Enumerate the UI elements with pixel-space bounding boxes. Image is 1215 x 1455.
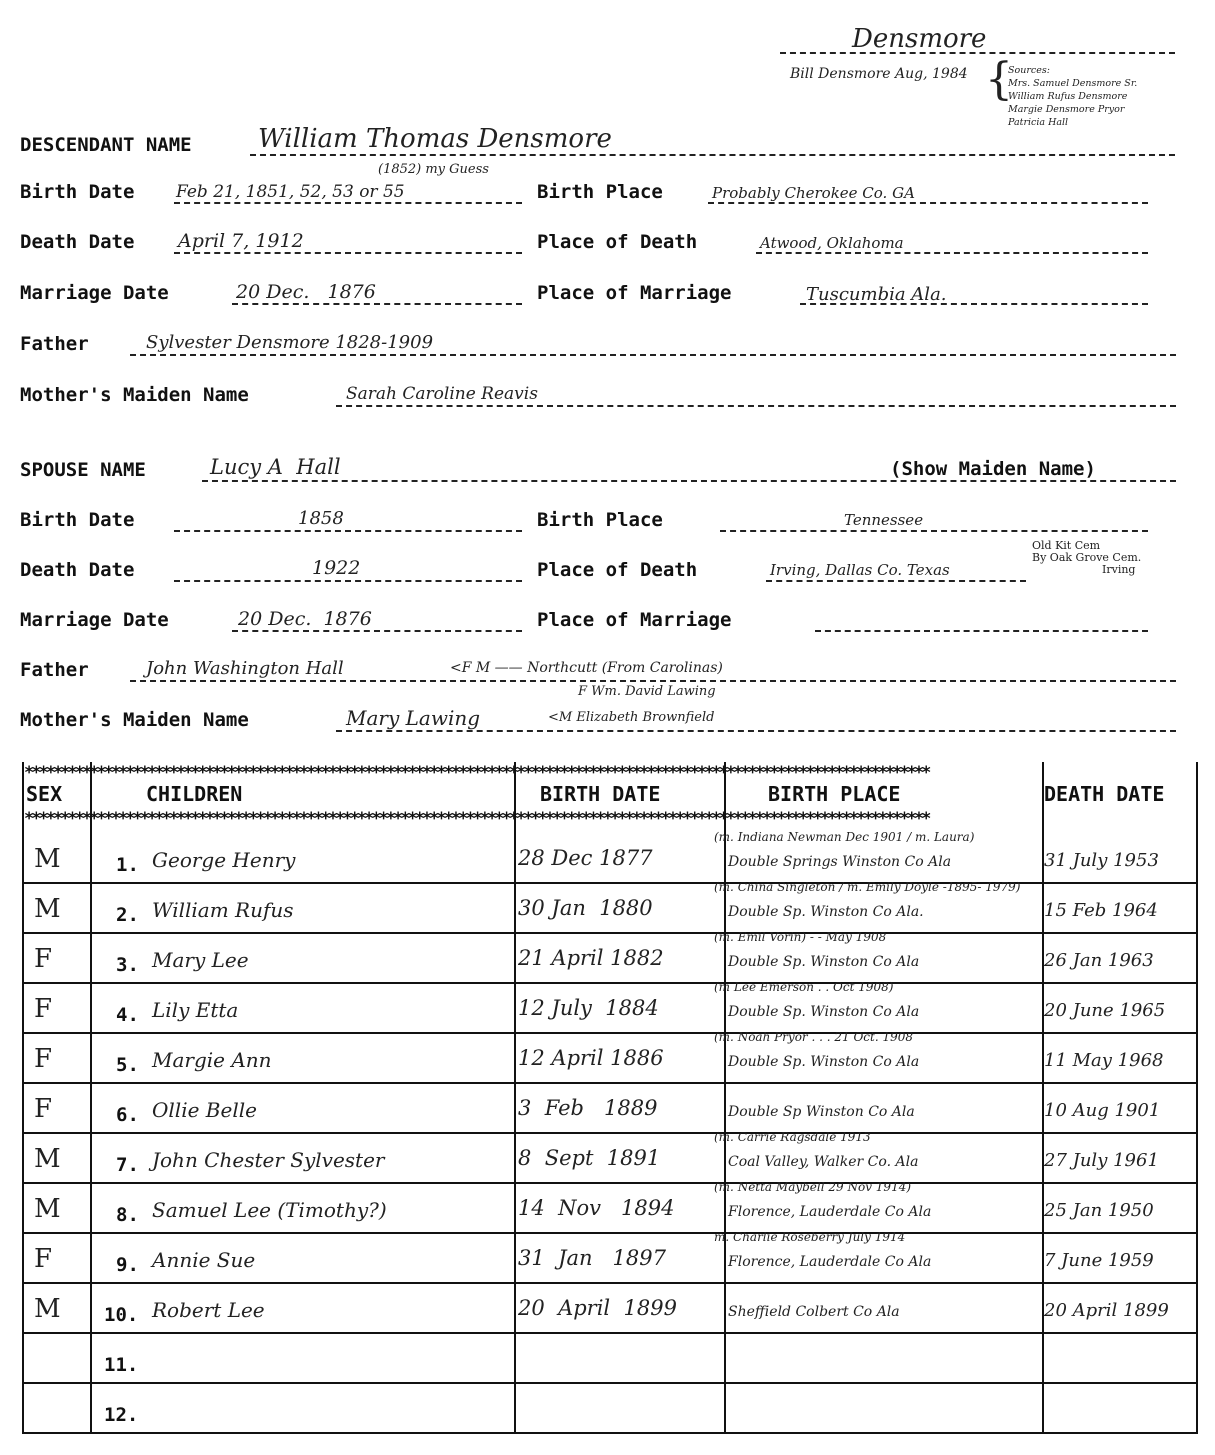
child-marriage-note: (m. China Singleton / m. Emily Doyle -1895- 1979) (714, 880, 1021, 894)
spouse-mother-parents-f: F Wm. David Lawing (578, 684, 716, 699)
table-row (24, 882, 1196, 932)
note-line: Old Kit Cem (1032, 539, 1101, 552)
child-sex: M (34, 1194, 61, 1224)
spouse-father-line (130, 680, 1176, 682)
descendant-death-place-label: Place of Death (537, 231, 698, 253)
spouse-death-date-label: Death Date (20, 559, 135, 581)
table-row (24, 1332, 1196, 1382)
descendant-death-place-line (756, 252, 1148, 254)
descendant-birth-date: Feb 21, 1851, 52, 53 or 55 (176, 182, 405, 202)
descendant-marriage-place: Tuscumbia Ala. (806, 284, 947, 305)
spouse-death-date-line (174, 580, 522, 582)
child-death-date: 10 Aug 1901 (1044, 1100, 1161, 1121)
child-name: Robert Lee (152, 1298, 265, 1322)
child-sex: M (34, 1294, 61, 1324)
spouse-father: John Washington Hall (146, 658, 344, 679)
child-number: 8. (116, 1204, 139, 1226)
spouse-birth-date: 1858 (298, 508, 344, 529)
child-sex: F (34, 994, 53, 1024)
descendant-marriage-date-line (232, 303, 522, 305)
table-row (24, 1382, 1196, 1432)
spouse-name-label: SPOUSE NAME (20, 459, 146, 481)
compiler-note: Bill Densmore Aug, 1984 (790, 66, 968, 82)
sources-item: Sources: (1008, 65, 1050, 76)
child-name: Samuel Lee (Timothy?) (152, 1198, 387, 1222)
surname-line (780, 52, 1175, 54)
spouse-marriage-place-line (815, 630, 1148, 632)
star-row-top: ***************************************************************************************************************************** (24, 763, 929, 783)
child-birth-date: 28 Dec 1877 (518, 846, 653, 870)
spouse-death-place-label: Place of Death (537, 559, 698, 581)
child-marriage-note: (m. Noah Pryor . . . 21 Oct. 1908 (714, 1030, 913, 1044)
descendant-birth-place-line (708, 202, 1148, 204)
descendant-death-place: Atwood, Oklahoma (760, 234, 904, 252)
child-name: Ollie Belle (152, 1098, 257, 1122)
table-row (24, 932, 1196, 982)
note-line: Irving (1102, 563, 1136, 576)
child-number: 1. (116, 854, 139, 876)
table-row (24, 832, 1196, 882)
child-name: William Rufus (152, 898, 294, 922)
spouse-marriage-place-label: Place of Marriage (537, 609, 732, 631)
spouse-mother-line (336, 730, 1176, 732)
child-death-date: 26 Jan 1963 (1044, 950, 1154, 971)
child-birth-date: 8 Sept 1891 (518, 1146, 661, 1170)
child-birth-place: Coal Valley, Walker Co. Ala (728, 1154, 919, 1170)
child-sex: F (34, 1044, 53, 1074)
child-death-date: 15 Feb 1964 (1044, 900, 1158, 921)
child-number: 3. (116, 954, 139, 976)
table-row (24, 1132, 1196, 1182)
child-birth-date: 14 Nov 1894 (518, 1196, 675, 1220)
spouse-mother-parents-m: <M Elizabeth Brownfield (548, 710, 715, 725)
descendant-birth-place: Probably Cherokee Co. GA (712, 184, 915, 202)
descendant-marriage-date-label: Marriage Date (20, 282, 169, 304)
child-number: 7. (116, 1154, 139, 1176)
descendant-father-label: Father (20, 333, 89, 355)
descendant-father-line (130, 354, 1176, 356)
child-marriage-note: (m Lee Emerson . . Oct 1908) (714, 980, 894, 994)
spouse-death-place: Irving, Dallas Co. Texas (770, 561, 950, 579)
child-number: 11. (104, 1354, 139, 1376)
child-sex: M (34, 844, 61, 874)
child-number: 2. (116, 904, 139, 926)
header-death-date: DEATH DATE (1044, 782, 1165, 806)
descendant-death-date-line (174, 252, 522, 254)
child-number: 5. (116, 1054, 139, 1076)
sources-item: Mrs. Samuel Densmore Sr. (1008, 78, 1138, 89)
child-marriage-note: m. Charlie Roseberry July 1914 (714, 1230, 906, 1244)
child-birth-place: Double Sp. Winston Co Ala (728, 1004, 920, 1020)
child-marriage-note: (m. Carrie Ragsdale 1913 (714, 1130, 871, 1144)
table-row (24, 1232, 1196, 1282)
child-birth-date: 21 April 1882 (518, 946, 664, 970)
child-birth-place: Double Sp. Winston Co Ala (728, 954, 920, 970)
header-sex: SEX (26, 782, 63, 806)
descendant-name-line (250, 154, 1175, 156)
child-birth-place: Florence, Lauderdale Co Ala (728, 1254, 932, 1270)
spouse-birth-date-label: Birth Date (20, 509, 135, 531)
spouse-death-place-note (1032, 540, 1141, 576)
spouse-birth-place: Tennessee (844, 511, 924, 529)
spouse-father-label: Father (20, 659, 89, 681)
table-row (24, 1182, 1196, 1232)
table-row (24, 1282, 1196, 1332)
sources-item: Margie Densmore Pryor (1008, 104, 1125, 115)
descendant-name: William Thomas Densmore (258, 124, 612, 154)
sources-list (1008, 64, 1137, 129)
table-row (24, 1032, 1196, 1082)
child-marriage-note: (m. Emil Vorin) - - May 1908 (714, 930, 887, 944)
sources-brace: { (985, 54, 1013, 105)
descendant-death-date: April 7, 1912 (178, 230, 304, 252)
child-birth-date: 12 April 1886 (518, 1046, 664, 1070)
child-death-date: 27 July 1961 (1044, 1150, 1159, 1171)
child-birth-date: 20 April 1899 (518, 1296, 677, 1320)
descendant-marriage-date: 20 Dec. 1876 (236, 281, 376, 303)
note-line: By Oak Grove Cem. (1032, 551, 1142, 564)
descendant-birth-date-note: (1852) my Guess (378, 162, 489, 177)
child-sex: M (34, 894, 61, 924)
table-row (24, 982, 1196, 1032)
child-name: Annie Sue (152, 1248, 256, 1272)
descendant-mother: Sarah Caroline Reavis (346, 384, 538, 404)
descendant-birth-place-label: Birth Place (537, 181, 663, 203)
child-marriage-note: (m. Indiana Newman Dec 1901 / m. Laura) (714, 830, 975, 844)
descendant-father: Sylvester Densmore 1828-1909 (146, 332, 434, 353)
child-birth-place: Double Springs Winston Co Ala (728, 854, 952, 870)
child-birth-date: 12 July 1884 (518, 996, 659, 1020)
child-birth-place: Double Sp. Winston Co Ala. (728, 904, 924, 920)
child-marriage-note: (m. Netta Maybell 29 Nov 1914) (714, 1180, 912, 1194)
family-surname: Densmore (852, 24, 987, 54)
spouse-name: Lucy A Hall (210, 455, 341, 479)
descendant-name-label: DESCENDANT NAME (20, 134, 192, 156)
spouse-birth-date-line (174, 530, 522, 532)
descendant-marriage-place-label: Place of Marriage (537, 282, 732, 304)
child-name: Lily Etta (152, 998, 239, 1022)
child-sex: M (34, 1144, 61, 1174)
descendant-mother-label: Mother's Maiden Name (20, 384, 249, 406)
spouse-marriage-date-line (232, 630, 522, 632)
child-death-date: 11 May 1968 (1044, 1050, 1164, 1071)
child-name: Margie Ann (152, 1048, 272, 1072)
child-name: George Henry (152, 848, 296, 872)
spouse-marriage-date-label: Marriage Date (20, 609, 169, 631)
header-birth-date: BIRTH DATE (540, 782, 661, 806)
child-death-date: 20 June 1965 (1044, 1000, 1166, 1021)
child-death-date: 20 April 1899 (1044, 1300, 1169, 1321)
sources-item: Patricia Hall (1008, 117, 1069, 128)
child-name: John Chester Sylvester (152, 1148, 385, 1172)
spouse-death-date: 1922 (312, 557, 361, 579)
child-birth-date: 3 Feb 1889 (518, 1096, 658, 1120)
spouse-marriage-date: 20 Dec. 1876 (238, 608, 372, 630)
descendant-mother-line (336, 405, 1176, 407)
table-row (24, 1082, 1196, 1132)
descendant-death-date-label: Death Date (20, 231, 135, 253)
header-birth-place: BIRTH PLACE (768, 782, 901, 806)
child-birth-date: 30 Jan 1880 (518, 896, 653, 920)
star-row-header: ***************************************************************************************************************************** (24, 809, 929, 829)
child-birth-place: Double Sp. Winston Co Ala (728, 1054, 920, 1070)
spouse-father-parents: <F M —— Northcutt (From Carolinas) (450, 660, 723, 676)
child-number: 10. (104, 1304, 139, 1326)
child-birth-place: Double Sp Winston Co Ala (728, 1104, 915, 1120)
descendant-birth-date-line (174, 202, 522, 204)
child-birth-place: Florence, Lauderdale Co Ala (728, 1204, 932, 1220)
children-table (22, 762, 1198, 1434)
child-number: 4. (116, 1004, 139, 1026)
spouse-death-place-line (766, 580, 1026, 582)
maiden-name-hint: (Show Maiden Name) (890, 458, 1096, 480)
child-death-date: 31 July 1953 (1044, 850, 1159, 871)
spouse-birth-place-line (720, 530, 1148, 532)
child-number: 6. (116, 1104, 139, 1126)
child-number: 9. (116, 1254, 139, 1276)
child-birth-date: 31 Jan 1897 (518, 1246, 667, 1270)
child-sex: F (34, 944, 53, 974)
child-sex: F (34, 1244, 53, 1274)
spouse-mother-label: Mother's Maiden Name (20, 709, 249, 731)
child-number: 12. (104, 1404, 139, 1426)
child-name: Mary Lee (152, 948, 249, 972)
child-death-date: 7 June 1959 (1044, 1250, 1154, 1271)
descendant-birth-date-label: Birth Date (20, 181, 135, 203)
child-death-date: 25 Jan 1950 (1044, 1200, 1154, 1221)
child-sex: F (34, 1094, 53, 1124)
header-children: CHILDREN (146, 782, 243, 806)
spouse-birth-place-label: Birth Place (537, 509, 663, 531)
spouse-name-line (202, 480, 1176, 482)
spouse-mother: Mary Lawing (346, 706, 481, 730)
child-birth-place: Sheffield Colbert Co Ala (728, 1304, 900, 1320)
sources-item: William Rufus Densmore (1008, 91, 1128, 102)
